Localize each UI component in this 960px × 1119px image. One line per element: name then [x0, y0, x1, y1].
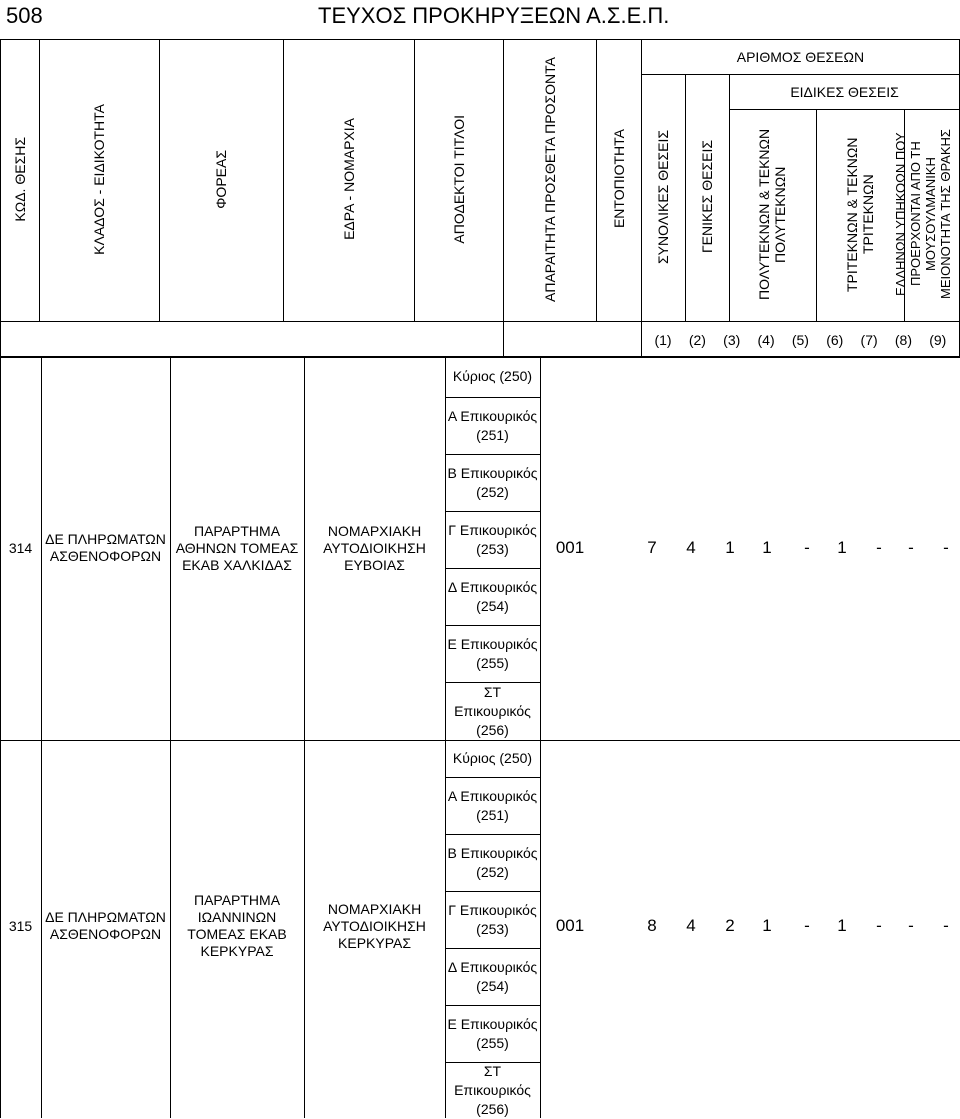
journal-title: ΤΕΥΧΟΣ ΠΡΟΚΗΡΥΞΕΩΝ Α.Σ.Ε.Π. — [318, 3, 670, 28]
total-positions: 8 — [647, 916, 657, 935]
specialty: ΔΕ ΠΛΗΡΩΜΑΤΩΝ ΑΣΘΕΝΟΦΟΡΩΝ — [45, 531, 166, 564]
page-number: 508 — [6, 3, 43, 28]
header-seat: ΕΔΡΑ - ΝΟΜΑΡΧΙΑ — [284, 40, 415, 322]
figure-cell: - — [876, 538, 882, 557]
title-item: ΣΤ Επικουρικός (256) — [454, 684, 531, 738]
title-item: Κύριος (250) — [445, 740, 540, 778]
table-row — [0, 356, 960, 740]
total-positions: 7 — [647, 538, 657, 557]
specialty: ΔΕ ΠΛΗΡΩΜΑΤΩΝ ΑΣΘΕΝΟΦΟΡΩΝ — [45, 909, 166, 942]
locality-code: 001 — [555, 916, 585, 935]
figure-cell: - — [908, 538, 914, 557]
header-positions-group: ΑΡΙΘΜΟΣ ΘΕΣΕΩΝ — [641, 40, 959, 75]
colnum: (4) — [757, 331, 775, 348]
header-agency: ΦΟΡΕΑΣ — [159, 40, 283, 322]
general-positions: 4 — [686, 538, 696, 557]
title-item: Γ Επικουρικός (253) — [445, 512, 540, 569]
figure-cell: 2 — [725, 916, 735, 935]
seat: ΝΟΜΑΡΧΙΑΚΗ ΑΥΤΟΔΙΟΙΚΗΣΗ ΚΕΡΚΥΡΑΣ — [323, 900, 426, 951]
header-large-families: ΠΟΛΥΤΕΚΝΩΝ & ΤΕΚΝΩΝ ΠΟΛΥΤΕΚΝΩΝ — [730, 110, 817, 322]
colnum: (7) — [860, 331, 878, 348]
figure-cell: - — [943, 916, 949, 935]
accepted-titles — [445, 356, 540, 740]
header-muslim-minority: ΕΛΛΗΝΩΝ ΥΠΗΚΟΩΝ ΠΟΥ ΠΡΟΕΡΧΟΝΤΑΙ ΑΠΟ ΤΗ ΜΟΥΣΟΥΛΜΑΝΙΚΗ ΜΕΙΟΝΟΤΗΤΑ ΤΗΣ ΘΡΑΚΗΣ — [904, 110, 959, 322]
figure-cell: 1 — [762, 916, 772, 935]
figure-cell: 1 — [762, 538, 772, 557]
colnum: (8) — [894, 331, 912, 348]
agency: ΠΑΡΑΡΤΗΜΑ ΙΩΑΝΝΙΝΩΝ ΤΟΜΕΑΣ ΕΚΑΒ ΚΕΡΚΥΡΑΣ — [187, 892, 287, 959]
title-item: Ε Επικουρικός (255) — [445, 1006, 540, 1063]
colnum: (1) — [654, 331, 672, 348]
figure-cell: 1 — [837, 538, 847, 557]
column-header — [0, 39, 960, 358]
header-three-children: ΤΡΙΤΕΚΝΩΝ & ΤΕΚΝΩΝ ΤΡΙΤΕΚΝΩΝ — [817, 110, 904, 322]
agency: ΠΑΡΑΡΤΗΜΑ ΑΘΗΝΩΝ ΤΟΜΕΑΣ ΕΚΑΒ ΧΑΛΚΙΔΑΣ — [175, 522, 299, 573]
title-item: Δ Επικουρικός (254) — [445, 569, 540, 626]
colnum: (6) — [826, 331, 844, 348]
header-code: ΚΩΔ. ΘΕΣΗΣ — [1, 40, 40, 322]
figure-cell: - — [804, 538, 810, 557]
position-code: 314 — [8, 539, 33, 556]
title-item: Β Επικουρικός (252) — [445, 455, 540, 512]
column-numbers — [641, 322, 959, 358]
table-row — [0, 740, 960, 1118]
header-total: ΣΥΝΟΛΙΚΕΣ ΘΕΣΕΙΣ — [641, 75, 685, 322]
title-item: Β Επικουρικός (252) — [445, 835, 540, 892]
header-specialty: ΚΛΑΔΟΣ - ΕΙΔΙΚΟΤΗΤΑ — [40, 40, 160, 322]
header-special-group: ΕΙΔΙΚΕΣ ΘΕΣΕΙΣ — [730, 75, 960, 110]
title-item: Α Επικουρικός (251) — [445, 778, 540, 835]
locality-code: 001 — [555, 538, 585, 557]
header-requirements: ΑΠΑΡΑΙΤΗΤΑ ΠΡΟΣΘΕΤΑ ΠΡΟΣΟΝΤΑ — [504, 40, 597, 322]
colnum: (9) — [929, 331, 947, 348]
page-header — [0, 0, 960, 40]
colnum: (3) — [723, 331, 741, 348]
figure-cell: - — [876, 916, 882, 935]
header-locality: ΕΝΤΟΠΙΟΤΗΤΑ — [597, 40, 642, 322]
title-item: Κύριος (250) — [445, 356, 540, 398]
figure-cell: - — [804, 916, 810, 935]
general-positions: 4 — [686, 916, 696, 935]
header-titles: ΑΠΟΔΕΚΤΟΙ ΤΙΤΛΟΙ — [414, 40, 503, 322]
colnum: (5) — [791, 331, 809, 348]
figure-cell: - — [943, 538, 949, 557]
position-figures — [541, 356, 960, 740]
figure-cell: 1 — [837, 916, 847, 935]
title-item: ΣΤ Επικουρικός (256) — [454, 1063, 531, 1117]
position-code: 315 — [8, 917, 33, 934]
seat: ΝΟΜΑΡΧΙΑΚΗ ΑΥΤΟΔΙΟΙΚΗΣΗ ΕΥΒΟΙΑΣ — [323, 522, 426, 573]
figure-cell: 1 — [725, 538, 735, 557]
colnum: (2) — [688, 331, 706, 348]
position-figures — [541, 740, 960, 1112]
title-item: Ε Επικουρικός (255) — [445, 626, 540, 683]
title-item: Γ Επικουρικός (253) — [445, 892, 540, 949]
accepted-titles — [445, 740, 540, 1118]
header-general: ΓΕΝΙΚΕΣ ΘΕΣΕΙΣ — [685, 75, 730, 322]
figure-cell: - — [908, 916, 914, 935]
title-item: Δ Επικουρικός (254) — [445, 949, 540, 1006]
title-item: Α Επικουρικός (251) — [445, 398, 540, 455]
